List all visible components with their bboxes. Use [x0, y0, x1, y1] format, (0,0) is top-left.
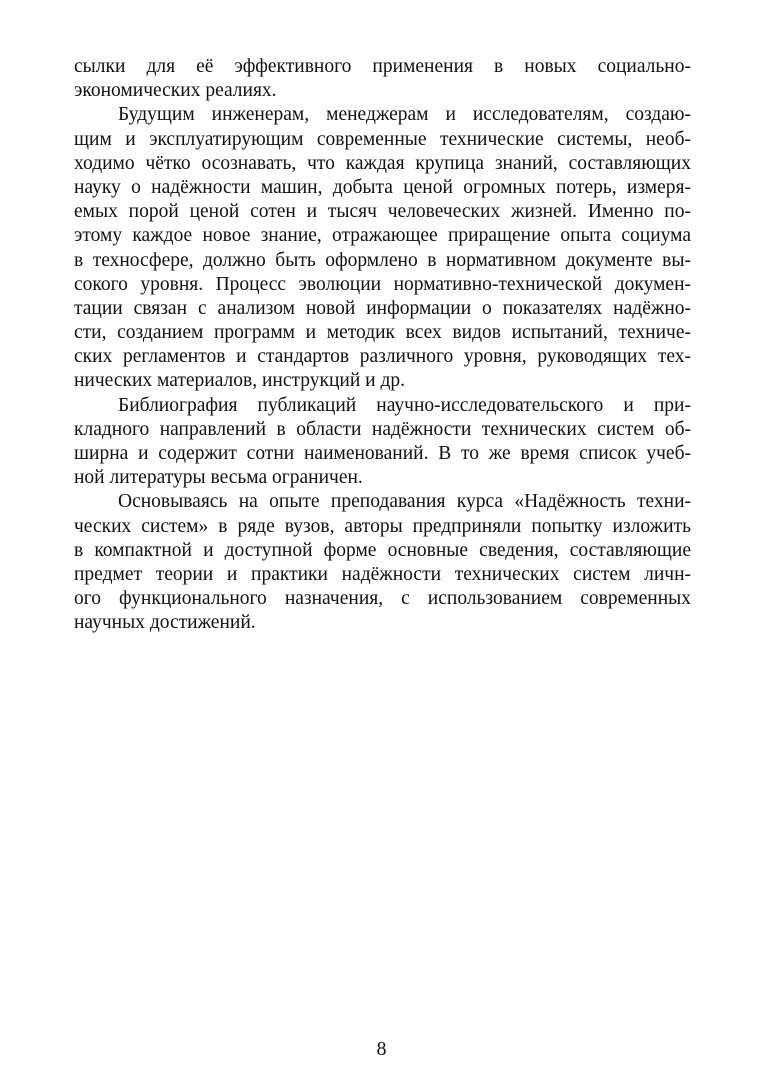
- text-line: ширна и содержит сотни наименований. В то же время список учеб-: [74, 443, 691, 464]
- text-line: предмет теории и практики надёжности технических систем личн-: [74, 563, 691, 585]
- paragraph-engineers: [74, 103, 691, 393]
- text-line: в техносфере, должно быть оформлено в нормативном документе вы-: [74, 249, 691, 271]
- text-line: кладного направлений в области надёжности технических систем об-: [74, 418, 691, 440]
- text-line: этому каждое новое знание, отражающее приращение опыта социума: [74, 225, 691, 247]
- text-line: нических материалов, инструкций и др.: [74, 370, 406, 392]
- text-line: ских регламентов и стандартов различного уровня, руководящих тех-: [74, 346, 691, 368]
- paragraph-bibliography: [74, 394, 691, 491]
- text-line: экономических реалиях.: [74, 80, 277, 102]
- text-line: щим и эксплуатирующим современные технические системы, необ-: [74, 128, 691, 150]
- text-line: научных достижений.: [74, 612, 256, 634]
- text-line: ческих систем» в ряде вузов, авторы предприняли попытку изложить: [74, 515, 691, 537]
- text-line: науку о надёжности машин, добыта ценой огромных потерь, измеря-: [74, 176, 691, 198]
- text-line: сокого уровня. Процесс эволюции нормативно-технической докумен-: [74, 273, 691, 295]
- paragraph-authors: [74, 490, 691, 635]
- text-line: сылки для её эффективного применения в новых социально-: [74, 56, 691, 77]
- page-number: 8: [376, 1038, 387, 1060]
- text-line: ной литературы весьма ограничен.: [74, 467, 363, 489]
- text-line: емых порой ценой сотен и тысяч человеческих жизней. Именно по-: [74, 201, 691, 223]
- text-line: Основываясь на опыте преподавания курса «Надёжность техни-: [118, 491, 691, 513]
- text-line: в компактной и доступной форме основные сведения, составляющие: [74, 539, 691, 561]
- page-body: [74, 55, 691, 636]
- paragraph-continuation: [74, 55, 691, 103]
- text-line: ого функционального назначения, с использованием современных: [74, 588, 691, 610]
- text-line: тации связан с анализом новой информации о показателях надёжно-: [74, 297, 691, 319]
- text-line: Библиография публикаций научно-исследовательского и при-: [118, 394, 691, 416]
- text-line: ходимо чётко осознавать, что каждая крупица знаний, составляющих: [74, 152, 691, 174]
- text-line: Будущим инженерам, менеджерам и исследователям, создаю-: [118, 104, 691, 126]
- text-line: сти, созданием программ и методик всех видов испытаний, техниче-: [74, 322, 691, 344]
